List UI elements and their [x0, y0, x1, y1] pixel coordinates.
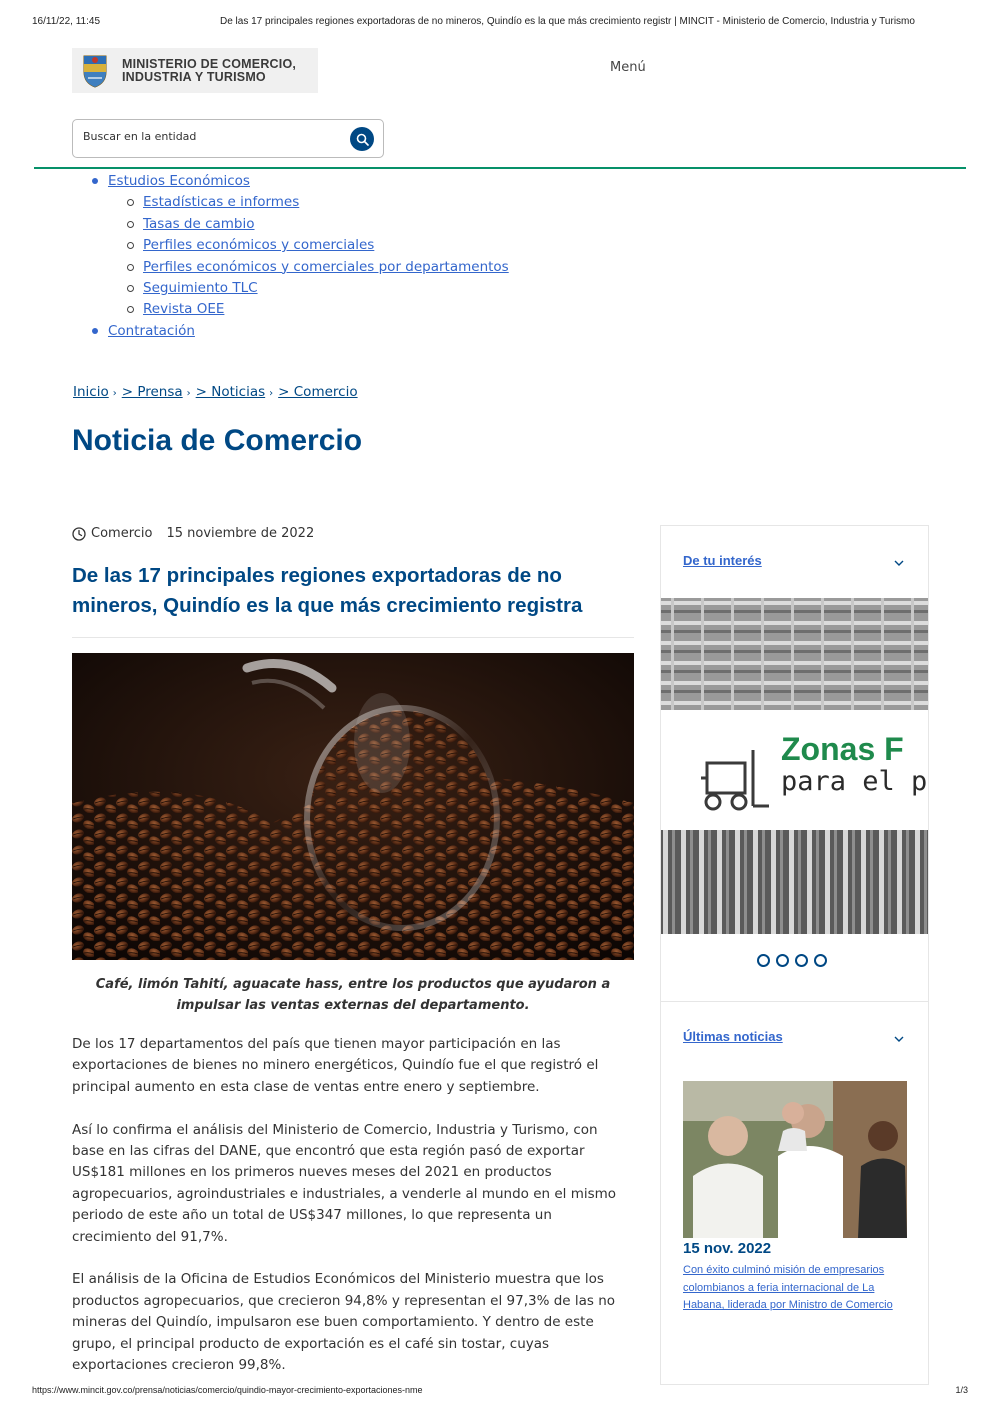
coat-of-arms-icon — [80, 54, 110, 88]
nav-subitem — [90, 257, 509, 278]
article-paragraph: De los 17 departamentos del país que tienen mayor participación en las exportaciones de bienes no minero energéticos, Quindío fue el que registró el principal aumento en esta clase de ventas entre enero y septiembre. — [72, 1036, 599, 1095]
article-body — [72, 1034, 634, 1398]
sidebar-divider — [661, 1001, 928, 1002]
search-box — [72, 119, 384, 158]
carousel-dot[interactable] — [795, 954, 808, 967]
nav-link-contratacion[interactable]: Contratación — [108, 322, 195, 339]
carousel-dot[interactable] — [757, 954, 770, 967]
news-photo[interactable] — [683, 1081, 907, 1238]
nav-item-contratacion — [90, 321, 509, 342]
banner-title: Zonas F — [781, 731, 904, 767]
banner-subtitle: para el p — [781, 766, 928, 797]
chevron-down-icon[interactable] — [894, 558, 904, 568]
coffee-beans-photo — [72, 653, 634, 960]
breadcrumb-separator-icon: › — [112, 388, 117, 399]
nav-subitem — [90, 214, 509, 235]
carousel-dot[interactable] — [776, 954, 789, 967]
news-heading[interactable]: Últimas noticias — [683, 1029, 783, 1044]
nav-link-perfiles-departamentos[interactable]: Perfiles económicos y comerciales por departamentos — [143, 258, 509, 275]
menu-button[interactable]: Menú — [610, 60, 646, 75]
article-category: Comercio — [91, 526, 153, 541]
nav-link-revista-oee[interactable]: Revista OEE — [143, 301, 225, 318]
print-url: https://www.mincit.gov.co/prensa/noticias/comercio/quindio-mayor-crecimiento-exportaciones-nme — [32, 1385, 423, 1395]
chevron-down-icon[interactable] — [894, 1034, 904, 1044]
article-paragraph: Así lo confirma el análisis del Ministerio de Comercio, Industria y Turismo, con base en las cifras del DANE, que encontró que esta región pasó de exportar US$181 millones en los primeros nueves meses del 2021 en productos agropecuarios, agroindustriales e industriales, a venderle al mundo en el mismo periodo de este año un total de US$347 millones, lo que representa un crecimiento del 91,7%. — [72, 1121, 617, 1245]
zonas-francas-banner[interactable] — [661, 598, 928, 934]
nav-link-seguimiento-tlc[interactable]: Seguimiento TLC — [143, 280, 258, 297]
nav-item-estudios — [90, 171, 509, 192]
news-date: 15 nov. 2022 — [683, 1240, 772, 1257]
page-title: Noticia de Comercio — [72, 424, 363, 457]
breadcrumb-inicio[interactable]: Inicio — [73, 384, 109, 400]
article-date: 15 noviembre de 2022 — [166, 526, 315, 541]
nav-menu — [90, 171, 509, 342]
search-button[interactable] — [350, 127, 374, 151]
nav-subitem — [90, 192, 509, 213]
ministry-logo[interactable] — [72, 48, 318, 93]
interest-heading[interactable]: De tu interés — [683, 553, 762, 568]
logo-line-1: MINISTERIO DE COMERCIO, — [122, 56, 297, 71]
nav-subitem — [90, 278, 509, 299]
nav-subitem — [90, 299, 509, 320]
breadcrumb-noticias[interactable]: > Noticias — [195, 384, 266, 400]
breadcrumb — [73, 384, 358, 400]
search-input[interactable] — [83, 130, 343, 143]
title-divider — [72, 637, 634, 638]
clock-icon — [72, 527, 86, 541]
print-document-title: De las 17 principales regiones exportadoras de no mineros, Quindío es la que más crecimiento registr | MINCIT - Ministerio de Comercio, Industria y Turismo — [220, 16, 915, 27]
sidebar — [660, 525, 929, 1385]
article-title: De las 17 principales regiones exportadoras de no mineros, Quindío es la que más crecimiento registra — [72, 564, 583, 617]
nav-link-tasas[interactable]: Tasas de cambio — [143, 215, 255, 232]
article-meta — [72, 526, 314, 541]
nav-link-estudios[interactable]: Estudios Económicos — [108, 173, 250, 189]
article-paragraph: El análisis de la Oficina de Estudios Económicos del Ministerio muestra que los productos agropecuarios, que crecieron 94,8% y representan el 97,3% de las no mineras del Quindío, impulsaron ese buen comportamiento. Y dentro de este grupo, el principal producto de exportación es el café sin tostar, cuyas exportaciones crecieron 99,8%. — [72, 1271, 616, 1374]
search-icon — [356, 133, 369, 146]
carousel-dots — [757, 954, 827, 967]
nav-link-perfiles[interactable]: Perfiles económicos y comerciales — [143, 237, 375, 254]
breadcrumb-comercio[interactable]: > Comercio — [278, 384, 358, 400]
print-datetime: 16/11/22, 11:45 — [32, 16, 101, 27]
carousel-dot[interactable] — [814, 954, 827, 967]
breadcrumb-separator-icon: › — [186, 388, 191, 399]
image-caption: Café, limón Tahití, aguacate hass, entre los productos que ayudaron a impulsar las ventas externas del departamento. — [95, 977, 611, 1013]
news-link[interactable]: Con éxito culminó misión de empresarios colombianos a feria internacional de La Habana, liderada por Ministro de Comercio — [683, 1264, 893, 1311]
print-page-number: 1/3 — [955, 1385, 968, 1395]
nav-subitem — [90, 235, 509, 256]
breadcrumb-separator-icon: › — [269, 388, 274, 399]
print-footer — [32, 1385, 968, 1395]
nav-link-estadisticas[interactable]: Estadísticas e informes — [143, 194, 300, 211]
header-divider — [34, 167, 966, 169]
breadcrumb-prensa[interactable]: > Prensa — [121, 384, 183, 400]
logo-line-2: INDUSTRIA Y TURISMO — [122, 69, 266, 84]
logo-text — [122, 58, 296, 84]
